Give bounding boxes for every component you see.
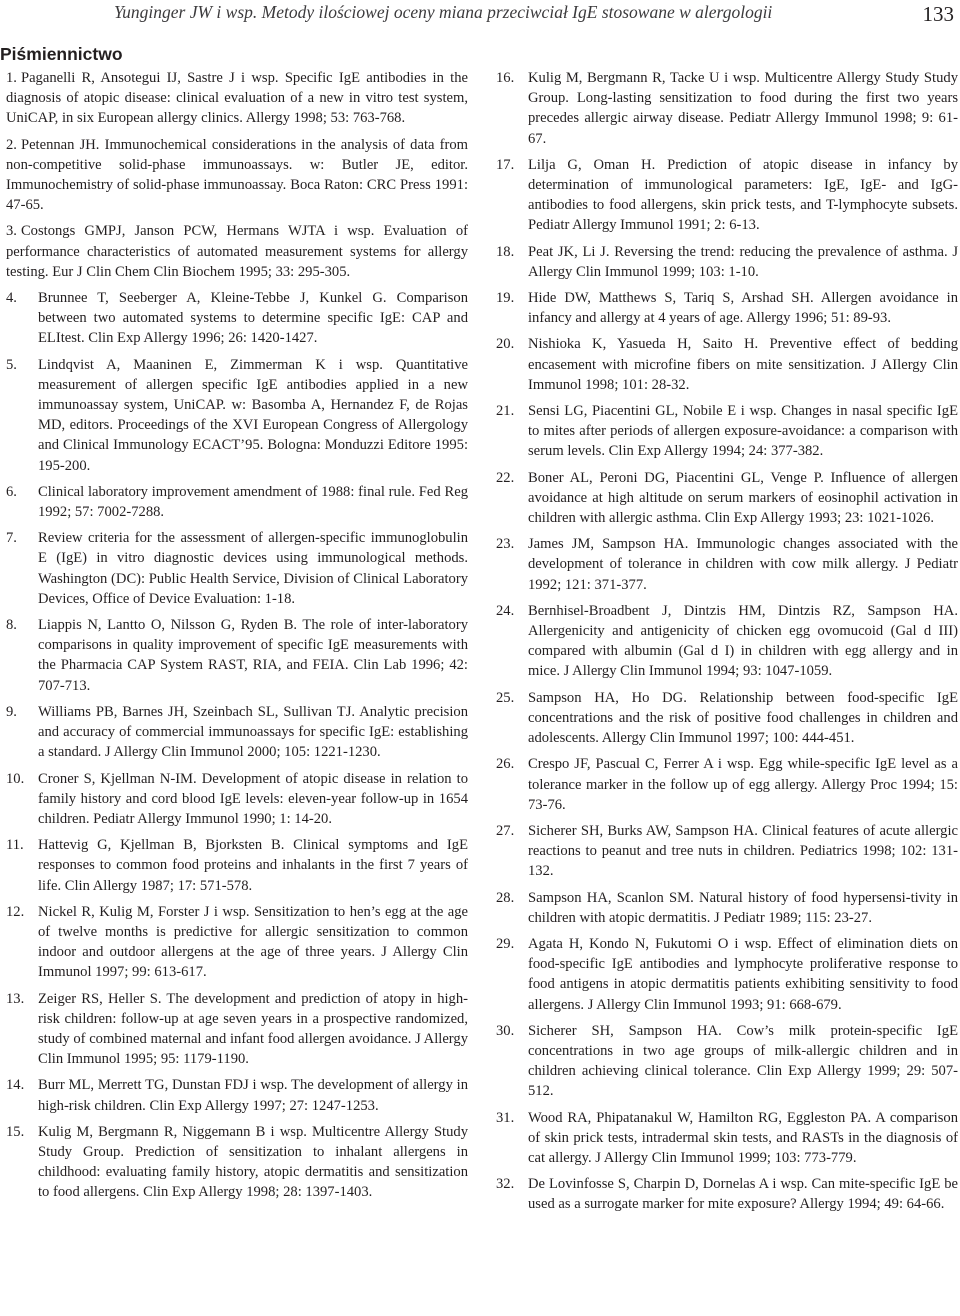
- reference-item: [496, 242, 958, 282]
- reference-number: 7.: [6, 530, 17, 547]
- reference-number: 14.: [6, 1077, 25, 1094]
- reference-number: 11.: [6, 837, 24, 854]
- reference-number: 19.: [496, 290, 515, 307]
- reference-text: Paganelli R, Ansotegui IJ, Sastre J i wsp. Specific IgE antibodies in the diagnosis of atopic disease: clinical evaluation of a new in vitro test system, UniCAP, in six European allergy clinics. Allergy 1998; 53: 763-768.: [6, 70, 468, 127]
- reference-item: [6, 528, 468, 609]
- reference-item: [496, 334, 958, 395]
- running-header: [0, 2, 960, 26]
- reference-item: [6, 989, 468, 1070]
- reference-number: 29.: [496, 935, 515, 952]
- reference-number: 30.: [496, 1022, 515, 1039]
- reference-item: [496, 468, 958, 529]
- reference-text: Croner S, Kjellman N-IM. Development of atopic disease in relation to family history and cord blood IgE levels: eleven-year follow-up in 1654 children. Pediatr Allergy Immunol 1990; 1: 14-20.: [38, 770, 468, 827]
- reference-item: [6, 135, 468, 216]
- reference-text: Liappis N, Lantto O, Nilsson G, Ryden B. The role of inter-laboratory comparisons in quality improvement of specific IgE measurements with the Pharmacia CAP System RAST, RIA, and FEIA. Clin Lab 1996; 42: 707-713.: [38, 617, 468, 694]
- reference-number: 15.: [6, 1123, 25, 1140]
- reference-text: Nickel R, Kulig M, Forster J i wsp. Sensitization to hen’s egg at the age of twelve months is predictive for allergic sensitization to common indoor and outdoor allergens at the age of three years. J Allergy Clin Immunol 1997; 99: 613-617.: [38, 903, 468, 981]
- reference-number: 3.: [6, 223, 17, 240]
- reference-number: 21.: [496, 403, 515, 420]
- reference-item: [6, 288, 468, 349]
- reference-number: 6.: [6, 483, 17, 500]
- reference-text: Agata H, Kondo N, Fukutomi O i wsp. Effect of elimination diets on food-specific IgE antibodies and lymphocyte proliferative response to food antigens in atopic dermatitis patients exhibiting sensitivity to food allergens. J Allergy Clin Immunol 1993; 91: 668-679.: [528, 935, 958, 1013]
- reference-item: [496, 888, 958, 928]
- reference-text: Kulig M, Bergmann R, Tacke U i wsp. Multicentre Allergy Study Study Group. Long-lasting sensitization to food during the first two years precedes allergic airway disease. Pediatr Allergy Immunol 1998; 9: 61-67.: [528, 70, 958, 147]
- reference-number: 16.: [496, 70, 515, 86]
- reference-text: Sicherer SH, Burks AW, Sampson HA. Clinical features of acute allergic reactions to peanut and tree nuts in children. Pediatrics 1998; 102: 131-132.: [528, 822, 958, 880]
- reference-number: 1.: [6, 70, 17, 86]
- page-number: 133: [922, 2, 954, 26]
- reference-text: Nishioka K, Yasueda H, Saito H. Preventive effect of bedding encasement with microfine fibers on mite sensitization. J AIlergy Clin Immunol 1998; 101: 28-32.: [528, 336, 958, 393]
- reference-item: [6, 482, 468, 522]
- reference-text: Petennan JH. Immunochemical considerations in the analysis of data from non-competitive solid-phase immunoassays. w: Butler JE, editor. Immunochemistry of solid-phase immunoassay. Boca Raton: CRC Press 1991: 47-65.: [6, 136, 468, 214]
- reference-item: [496, 754, 958, 815]
- reference-item: [6, 221, 468, 282]
- reference-text: Williams PB, Barnes JH, Szeinbach SL, Sullivan TJ. Analytic precision and accuracy of commercial immunoassays for specific IgE: establishing a standard. J Allergy Clin Immunol 2000; 105: 1221-1230.: [38, 703, 468, 761]
- reference-number: 2.: [6, 136, 17, 153]
- reference-item: [496, 934, 958, 1015]
- reference-text: Zeiger RS, Heller S. The development and prediction of atopy in high-risk children: follow-up at age seven years in a prospective randomized, study of combined maternal and infant food allergen avoidance. J Allergy Clin Immunol 1995; 95: 1179-1190.: [38, 990, 468, 1068]
- reference-item: [496, 1174, 958, 1214]
- references-left-column: [6, 68, 468, 1209]
- reference-number: 28.: [496, 889, 515, 906]
- reference-number: 13.: [6, 990, 25, 1007]
- reference-number: 9.: [6, 703, 17, 720]
- reference-item: [496, 68, 958, 149]
- references-right-column: [496, 68, 958, 1221]
- reference-text: James JM, Sampson HA. Immunologic changes associated with the development of tolerance in children with cow milk allergy. J Pediatr 1992; 121: 371-377.: [528, 536, 958, 593]
- reference-number: 27.: [496, 822, 515, 839]
- running-title: Yunginger JW i wsp. Metody ilościowej oceny miana przeciwciał IgE stosowane w alergologii: [114, 2, 773, 22]
- reference-text: Lilja G, Oman H. Prediction of atopic disease in infancy by determination of immunological parameters: IgE, IgE- and IgG-antibodies to food allergens, skin prick tests, and T-lymphocyte subsets. Pediatr Allergy Immunol 1991; 2: 6-13.: [528, 156, 958, 234]
- reference-text: Burr ML, Merrett TG, Dunstan FDJ i wsp. The development of allergy in high-risk children. Clin Exp Allergy 1997; 27: 1247-1253.: [38, 1077, 468, 1114]
- reference-item: [6, 1122, 468, 1203]
- reference-text: Kulig M, Bergmann R, Niggemann B i wsp. Multicentre Allergy Study Study Group. Prediction of sensitization to inhalant allergens in childhood: evaluating family history, atopic dermatitis and sensitization to food allergens. Clin Exp Allergy 1998; 28: 1397-1403.: [38, 1123, 468, 1201]
- reference-number: 18.: [496, 243, 515, 260]
- reference-number: 5.: [6, 356, 17, 373]
- reference-text: Brunnee T, Seeberger A, Kleine-Tebbe J, Kunkel G. Comparison between two automated systems to determine specific IgE: CAP and ELItest. Clin Exp Allergy 1996; 26: 1420-1427.: [38, 290, 468, 347]
- reference-text: De Lovinfosse S, Charpin D, Dornelas A i wsp. Can mite-specific IgE be used as a surrogate marker for mite exposure? Allergy 1994; 49: 64-66.: [528, 1176, 958, 1213]
- reference-text: Review criteria for the assessment of allergen-specific immunoglobulin E (IgE) in vitro diagnostic devices using immunological methods. Washington (DC): Public Health Service, Division of Clinical Laboratory Devices, Office of Device Evaluation: 1-18.: [38, 530, 468, 607]
- reference-number: 12.: [6, 903, 25, 920]
- reference-item: [496, 688, 958, 749]
- reference-text: Boner AL, Peroni DG, Piacentini GL, Venge P. Influence of allergen avoidance at high altitude on serum markers of eosinophil activation in children with allergic asthma. Clin Exp Allergy 1993; 23: 1021-1026.: [528, 469, 958, 527]
- reference-text: Hattevig G, Kjellman B, Bjorksten B. Clinical symptoms and IgE responses to common food proteins and inhalants in the first 7 years of life. Clin Allergy 1987; 17: 571-578.: [38, 837, 468, 894]
- reference-text: Sicherer SH, Sampson HA. Cow’s milk protein-specific IgE concentrations in two age groups of milk-allergic children and in children achieving clinical tolerance. Clin Exp Allergy 1999; 29: 507-512.: [528, 1022, 958, 1100]
- reference-item: [496, 288, 958, 328]
- reference-number: 24.: [496, 602, 515, 619]
- reference-item: [6, 615, 468, 696]
- reference-item: [6, 902, 468, 983]
- reference-item: [6, 702, 468, 763]
- reference-number: 25.: [496, 689, 515, 706]
- reference-item: [6, 68, 468, 129]
- reference-text: Crespo JF, Pascual C, Ferrer A i wsp. Egg while-specific IgE level as a tolerance marker in the follow up of egg allergy. Allergy Proc 1994; 15: 73-76.: [528, 756, 958, 813]
- reference-item: [496, 601, 958, 682]
- reference-text: Hide DW, Matthews S, Tariq S, Arshad SH. Allergen avoidance in infancy and allergy at 4 years of age. Allergy 1996; 51: 89-93.: [528, 290, 958, 327]
- reference-number: 10.: [6, 770, 25, 787]
- reference-item: [6, 769, 468, 830]
- reference-item: [496, 401, 958, 462]
- reference-text: Lindqvist A, Maaninen E, Zimmerman K i wsp. Quantitative measurement of allergen specific IgE antibodies applied in a new immunoassay system, UniCAP. w: Basomba A, Hernandez F, de Rojas MD, editors. Proceedings of the XVI European Congress of Allergology and Clinical Immunology ECACT’95. Bologna: Monduzzi Editore 1995: 195-200.: [38, 356, 468, 474]
- reference-text: Wood RA, Phipatanakul W, Hamilton RG, Eggleston PA. A comparison of skin prick tests, intradermal skin tests, and RASTs in the diagnosis of cat allergy. J Allergy Clin Immunol 1999; 103: 773-779.: [528, 1109, 958, 1166]
- reference-text: Clinical laboratory improvement amendment of 1988: final rule. Fed Reg 1992; 57: 7002-7288.: [38, 483, 468, 521]
- reference-text: Sampson HA, Ho DG. Relationship between food-specific IgE concentrations and the risk of positive food challenges in children and adolescents. Allergy Clin Immunol 1997; 100: 444-451.: [528, 689, 958, 747]
- reference-number: 22.: [496, 469, 515, 486]
- reference-item: [496, 1108, 958, 1169]
- reference-text: Costongs GMPJ, Janson PCW, Hermans WJTA i wsp. Evaluation of performance characteristics of automated measurement systems for allergy testing. Eur J Clin Chem Clin Biochem 1995; 33: 295-305.: [6, 223, 468, 280]
- reference-item: [496, 534, 958, 595]
- reference-item: [496, 155, 958, 236]
- reference-text: Sensi LG, Piacentini GL, Nobile E i wsp. Changes in nasal specific IgE to mites after periods of allergen exposure-avoidance: a comparison with serum levels. Clin Exp Allergy 1994; 24: 377-382.: [528, 403, 958, 460]
- reference-item: [6, 355, 468, 476]
- reference-item: [6, 835, 468, 896]
- reference-item: [496, 1021, 958, 1102]
- reference-number: 17.: [496, 156, 515, 173]
- reference-number: 23.: [496, 536, 515, 553]
- reference-number: 8.: [6, 617, 17, 634]
- reference-number: 4.: [6, 290, 17, 307]
- reference-text: Peat JK, Li J. Reversing the trend: reducing the prevalence of asthma. J Allergy Clin Immunol 1999; 103: 1-10.: [528, 243, 958, 280]
- reference-item: [496, 821, 958, 882]
- reference-number: 26.: [496, 756, 515, 773]
- reference-text: Sampson HA, Scanlon SM. Natural history of food hypersensi-tivity in children with atopic dermatitis. J Pediatr 1989; 115: 23-27.: [528, 889, 958, 926]
- reference-number: 31.: [496, 1109, 515, 1126]
- reference-number: 32.: [496, 1176, 515, 1193]
- reference-item: [6, 1075, 468, 1115]
- reference-number: 20.: [496, 336, 515, 353]
- section-heading: Piśmiennictwo: [0, 44, 123, 64]
- reference-text: Bernhisel-Broadbent J, Dintzis HM, Dintzis RZ, Sampson HA. Allergenicity and antigenicity of chicken egg ovomucoid (Gal d III) compared with albumin (Gal d I) in children with egg allergy and in mice. J Allergy Clin Immunol 1994; 93: 1047-1059.: [528, 602, 958, 680]
